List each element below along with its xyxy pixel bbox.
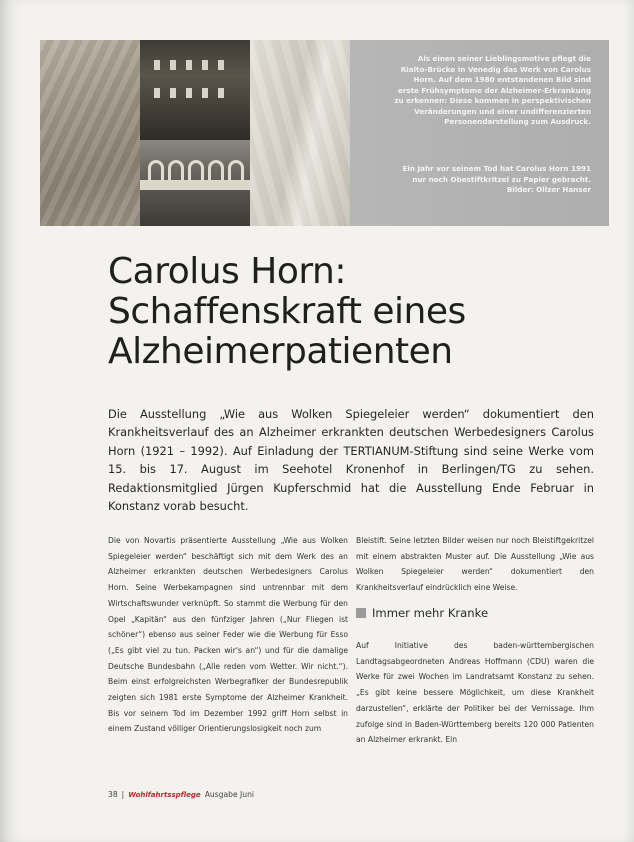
photo-pencil-scribble xyxy=(250,40,350,226)
publication-logo: Wohlfahrtsspflege xyxy=(128,790,201,799)
section-subheading xyxy=(356,606,488,620)
header-image-band xyxy=(40,40,609,226)
photo-venice-buildings xyxy=(140,40,250,140)
article-headline: Carolus Horn: Schaffenskraft eines Alzheimerpatienten xyxy=(108,251,466,372)
article-intro: Die Ausstellung „Wie aus Wolken Spiegeleier werden“ dokumentiert den Krankheitsverlauf des an Alzheimer erkrankten deutschen Werbedesigners Carolus Horn (1921 – 1992). Auf Einladung der TERTIANUM-Stiftung sind seine Werke vom 15. bis 17. August im Seehotel Kronenhof in Berlingen/TG zu sehen. Redaktionsmitglied Jürgen Kupferschmid hat die Ausstellung Ende Februar in Konstanz vorab besucht. xyxy=(108,407,594,514)
footer-divider: | xyxy=(121,790,125,799)
photo-sketch-texture xyxy=(40,40,140,226)
body-column-right-bottom: Auf Initiative des baden-württembergischen Landtagsabgeordneten Andreas Hoffmann (CDU) waren die Werke für zwei Wochen im Landratsamt Konstanz zu sehen. „Es gibt keine bessere Möglichkeit, um diese Krankheit darzustellen“, erklärte der Politiker bei der Vernissage. Ihm zufolge sind in Baden-Württemberg bereits 120 000 Patienten an Alzheimer erkrankt. Ein xyxy=(356,641,594,745)
page-number: 38 xyxy=(108,790,118,799)
body-column-left: Die von Novartis präsentierte Ausstellung „Wie aus Wolken Spiegeleier werden“ beschäftigt sich mit dem Werk des an Alzheimer erkrankten deutschen Werbedesigners Carolus Horn. Seine Werbekampagnen sind untrennbar mit dem Wirtschaftswunder verknüpft. So stammt die Werbung für den Opel „Kapitän“ aus den fünfziger Jahren („Nur Fliegen ist schöner“) ebenso aus seiner Feder wie die Werbung für Esso („Es gibt viel zu tun. Packen wir's an“) und für die damalige Deutsche Bundesbahn („Alle reden vom Wetter. Wir nicht.“). Beim einst erfolgreichsten Werbegrafiker der Bundesrepublik zeigten sich 1981 erste Symptome der Alzheimer Krankheit. Bis vor seinem Tod im Dezember 1992 griff Horn selbst in einem Zustand völliger Orientierungslosigkeit noch zum xyxy=(108,536,348,734)
photo-rialto-bridge xyxy=(140,140,250,226)
issue-label: Ausgabe Juni xyxy=(204,790,255,799)
caption-panel xyxy=(350,40,609,226)
image-caption-top: Als einen seiner Lieblingsmotive pflegt die Rialto-Brücke in Venedig das Werk von Carolus Horn. Auf dem 1980 entstandenen Bild sind erste Frühsymptome der Alzheimer-Erkrankung zu erkennen: Diese kommen in perspektivischen Veränderungen und einer undifferenzierten Personendarstellung zum Ausdruck. xyxy=(394,54,591,126)
subheading-text: Immer mehr Kranke xyxy=(372,606,489,620)
square-bullet-icon xyxy=(356,608,366,618)
body-column-right-top: Bleistift. Seine letzten Bilder weisen nur noch Bleistiftgekritzel mit einem abstrakten Muster auf. Die Ausstellung „Wie aus Wolken Spiegeleier werden“ dokumentiert den Krankheitsverlauf eindrücklich eine Weise. xyxy=(356,536,594,593)
image-caption-bottom: Ein Jahr vor seinem Tod hat Carolus Horn 1991 nur noch Obestiftkritzel zu Papier gebracht. Bilder: Ollzer Hanser xyxy=(402,164,591,194)
page-footer xyxy=(108,790,254,799)
